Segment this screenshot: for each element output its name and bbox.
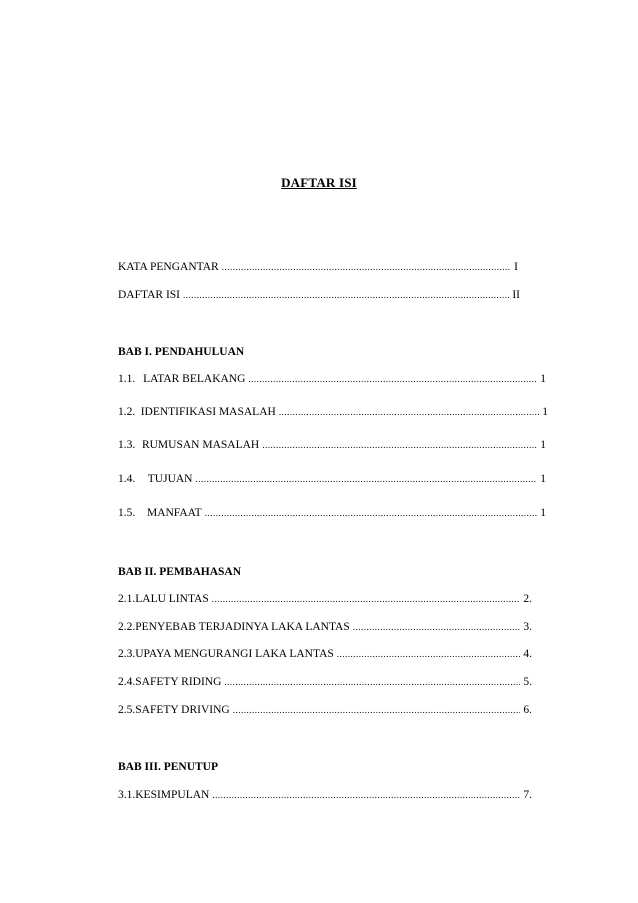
toc-entry-2-3 xyxy=(118,648,532,664)
toc-entry-page: 7. xyxy=(523,789,532,801)
toc-entry-2-2 xyxy=(118,621,532,637)
toc-entry-number: 1.3. xyxy=(118,439,136,451)
toc-entry-page: 1 xyxy=(542,406,548,418)
toc-entry-1-2 xyxy=(118,406,548,422)
toc-entry-number: 2.1. xyxy=(118,593,136,605)
toc-entry-page: I xyxy=(514,261,518,273)
toc-entry-page: 2. xyxy=(523,593,532,605)
dot-leader xyxy=(212,594,521,604)
toc-entry-page: 3. xyxy=(523,621,532,633)
toc-entry-daftar-isi xyxy=(118,289,520,305)
dot-leader xyxy=(337,649,521,659)
dot-leader xyxy=(262,440,537,450)
toc-entry-label: TUJUAN xyxy=(147,473,193,485)
dot-leader xyxy=(222,262,511,272)
dot-leader xyxy=(205,508,538,518)
toc-entry-number: 1.1. xyxy=(118,373,136,385)
toc-entry-label: LATAR BELAKANG xyxy=(143,373,246,385)
toc-entry-page: 1 xyxy=(540,473,546,485)
toc-entry-label: DAFTAR ISI xyxy=(118,289,181,301)
dot-leader xyxy=(233,705,521,715)
toc-entry-label: UPAYA MENGURANGI LAKA LANTAS xyxy=(135,648,334,660)
toc-entry-page: 1 xyxy=(540,507,546,519)
toc-entry-2-5 xyxy=(118,704,532,720)
toc-entry-2-1 xyxy=(118,593,532,609)
toc-entry-label: LALU LINTAS xyxy=(135,593,209,605)
toc-entry-number: 2.4. xyxy=(118,676,136,688)
dot-leader xyxy=(248,374,537,384)
toc-entry-label: SAFETY RIDING xyxy=(135,676,222,688)
toc-entry-3-1 xyxy=(118,789,532,805)
toc-entry-1-4 xyxy=(118,473,546,489)
toc-entry-label: KESIMPULAN xyxy=(135,789,210,801)
dot-leader xyxy=(183,290,509,300)
toc-entry-number: 2.3. xyxy=(118,648,136,660)
toc-entry-number: 2.2. xyxy=(118,621,136,633)
toc-entry-page: 4. xyxy=(523,648,532,660)
dot-leader xyxy=(353,622,521,632)
toc-entry-label: SAFETY DRIVING xyxy=(135,704,230,716)
toc-entry-label: IDENTIFIKASI MASALAH xyxy=(140,406,276,418)
toc-entry-label: PENYEBAB TERJADINYA LAKA LANTAS xyxy=(135,621,350,633)
dot-leader xyxy=(196,474,538,484)
toc-entry-1-3 xyxy=(118,439,546,455)
dot-leader xyxy=(279,407,539,417)
toc-entry-number: 1.2. xyxy=(118,406,136,418)
page-title: DAFTAR ISI xyxy=(281,175,357,190)
dot-leader xyxy=(212,790,520,800)
toc-entry-label: RUMUSAN MASALAH xyxy=(141,439,260,451)
toc-entry-number: 3.1. xyxy=(118,789,136,801)
toc-entry-label: KATA PENGANTAR xyxy=(118,261,219,273)
toc-entry-page: 1 xyxy=(540,373,546,385)
toc-entry-page: II xyxy=(512,289,520,301)
chapter-heading-bab-2: BAB II. PEMBAHASAN xyxy=(118,566,242,578)
toc-entry-1-1 xyxy=(118,373,546,389)
toc-entry-number: 1.5. xyxy=(118,507,136,519)
toc-entry-page: 5. xyxy=(523,676,532,688)
dot-leader xyxy=(224,677,520,687)
toc-entry-number: 2.5. xyxy=(118,704,136,716)
toc-entry-1-5 xyxy=(118,507,546,523)
chapter-heading-bab-3: BAB III. PENUTUP xyxy=(118,761,219,773)
toc-entry-page: 6. xyxy=(523,704,532,716)
toc-entry-number: 1.4. xyxy=(118,473,136,485)
toc-entry-page: 1 xyxy=(540,439,546,451)
chapter-heading-bab-1: BAB I. PENDAHULUAN xyxy=(118,346,245,358)
toc-entry-2-4 xyxy=(118,676,532,692)
toc-entry-label: MANFAAT xyxy=(146,507,202,519)
toc-entry-kata-pengantar xyxy=(118,261,518,277)
